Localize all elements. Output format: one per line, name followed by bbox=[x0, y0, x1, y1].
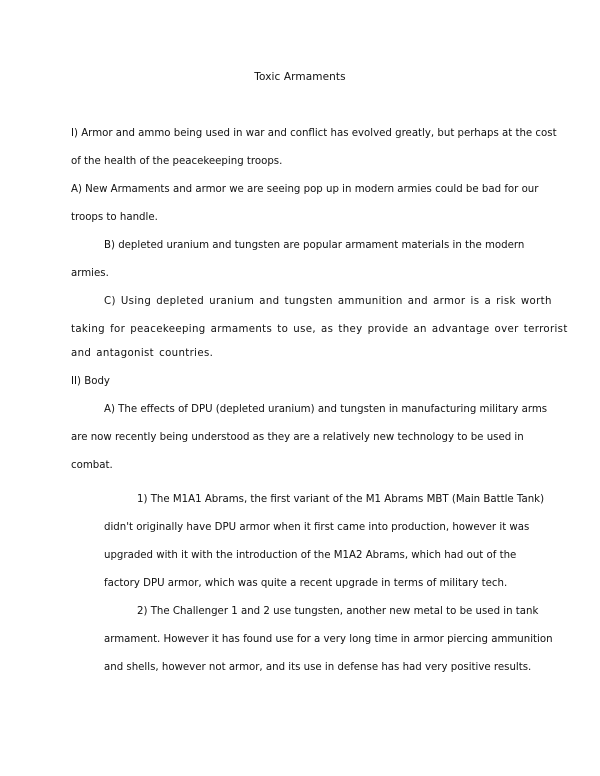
body-subpoint-1-line-4: factory DPU armor, which was quite a recent upgrade in terms of military tech. bbox=[104, 578, 508, 589]
body-point-a-line-2: are now recently being understood as they are a relatively new technology to be used in bbox=[71, 432, 524, 443]
outline-point-a-line-1: A) New Armaments and armor we are seeing pop up in modern armies could be bad for our bbox=[71, 184, 539, 195]
outline-point-c-line-1: C) Using depleted uranium and tungsten ammunition and armor is a risk worth bbox=[104, 296, 552, 307]
body-subpoint-2-line-3: and shells, however not armor, and its use in defense has had very positive results. bbox=[104, 662, 532, 673]
body-subpoint-2-line-1: 2) The Challenger 1 and 2 use tungsten, another new metal to be used in tank bbox=[137, 606, 539, 617]
outline-point-c-line-2: taking for peacekeeping armaments to use, as they provide an advantage over terrorist bbox=[71, 324, 568, 335]
body-point-a-line-3: combat. bbox=[71, 460, 113, 471]
body-subpoint-1-line-1: 1) The M1A1 Abrams, the first variant of the M1 Abrams MBT (Main Battle Tank) bbox=[137, 494, 545, 505]
body-point-a-line-1: A) The effects of DPU (depleted uranium) and tungsten in manufacturing military arms bbox=[104, 404, 548, 415]
outline-intro-line-1: I) Armor and ammo being used in war and conflict has evolved greatly, but perhaps at the cost bbox=[71, 128, 557, 139]
document-title: Toxic Armaments bbox=[254, 71, 346, 83]
body-subpoint-1-line-3: upgraded with it with the introduction of the M1A2 Abrams, which had out of the bbox=[104, 550, 517, 561]
body-subpoint-1-line-2: didn't originally have DPU armor when it first came into production, however it was bbox=[104, 522, 530, 533]
outline-point-b-line-1: B) depleted uranium and tungsten are popular armament materials in the modern bbox=[104, 240, 525, 251]
outline-point-c-line-3: and antagonist countries. bbox=[71, 348, 214, 359]
outline-intro-line-2: of the health of the peacekeeping troops. bbox=[71, 156, 283, 167]
section-heading-body: II) Body bbox=[71, 376, 110, 387]
body-subpoint-2-line-2: armament. However it has found use for a very long time in armor piercing ammunition bbox=[104, 634, 553, 645]
outline-point-a-line-2: troops to handle. bbox=[71, 212, 158, 223]
outline-point-b-line-2: armies. bbox=[71, 268, 109, 279]
